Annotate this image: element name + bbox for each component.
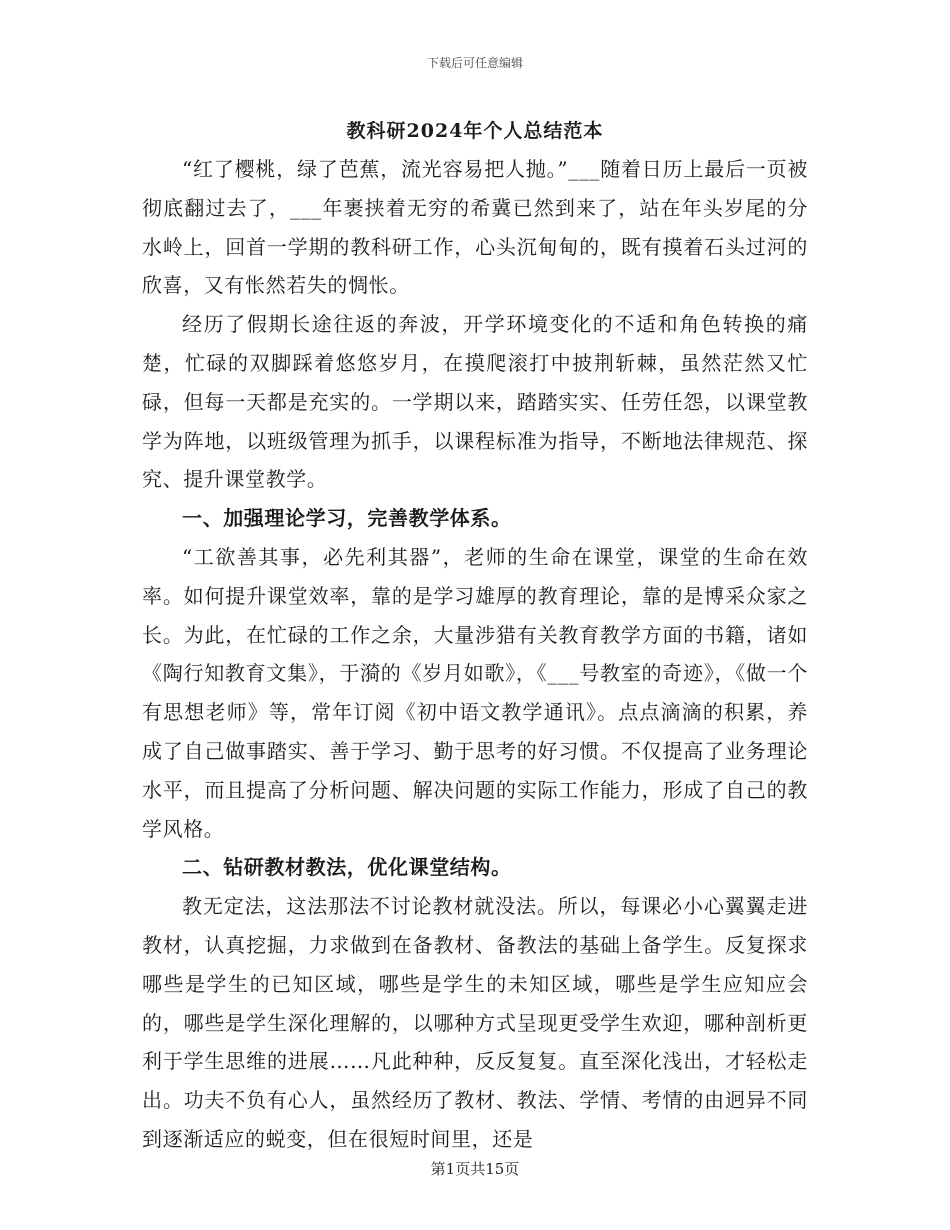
paragraph-overview: 经历了假期长途往返的奔波，开学环境变化的不适和角色转换的痛楚，忙碌的双脚踩着悠悠岁月，在摸爬滚打中披荆斩棘，虽然茫然又忙碌，但每一天都是充实的。一学期以来，踏踏实实、任劳任怨，以课堂教学为阵地，以班级管理为抓手，以课程标准为指导，不断地法律规范、探究、提升课堂教学。 xyxy=(142,312,808,492)
header-note: 下载后可任意编辑 xyxy=(426,56,523,70)
page-number: 第1页共15页 xyxy=(430,1160,520,1178)
document-body xyxy=(142,150,808,1159)
section-heading-1: 一、加强理论学习，完善教学体系。 xyxy=(182,506,512,531)
paragraph-intro: “红了樱桃，绿了芭蕉，流光容易把人抛。”___随着日历上最后一页被彻底翻过去了，___年裹挟着无穷的希冀已然到来了，站在年头岁尾的分水岭上，回首一学期的教科研工作，心头沉甸甸的，既有摸着石头过河的欣喜，又有怅然若失的惆怅。 xyxy=(142,157,808,298)
document-title: 教科研2024年个人总结范本 xyxy=(346,120,604,142)
paragraph-theory-study: “工欲善其事，必先利其器”，老师的生命在课堂，课堂的生命在效率。如何提升课堂效率，靠的是学习雄厚的教育理论，靠的是博采众家之长。为此，在忙碌的工作之余，大量涉猎有关教育教学方面的书籍，诸如《陶行知教育文集》，于漪的《岁月如歌》，《___号教室的奇迹》，《做一个有思想老师》等，常年订阅《初中语文教学通讯》。点点滴滴的积累，养成了自己做事踏实、善于学习、勤于思考的好习惯。不仅提高了业务理论水平，而且提高了分析问题、解决问题的实际工作能力，形成了自己的教学风格。 xyxy=(142,544,808,841)
section-heading-2: 二、钻研教材教法，优化课堂结构。 xyxy=(182,855,512,880)
paragraph-teaching-materials: 教无定法，这法那法不讨论教材就没法。所以，每课必小心翼翼走进教材，认真挖掘，力求做到在备教材、备教法的基础上备学生。反复探求哪些是学生的已知区域，哪些是学生的未知区域，哪些是学生应知应会的，哪些是学生深化理解的，以哪种方式呈现更受学生欢迎，哪种剖析更利于学生思维的进展……凡此种种，反反复复。直至深化浅出，才轻松走出。功夫不负有心人，虽然经历了教材、教法、学情、考情的由迥异不同到逐渐适应的蜕变，但在很短时间里，还是 xyxy=(142,894,808,1151)
